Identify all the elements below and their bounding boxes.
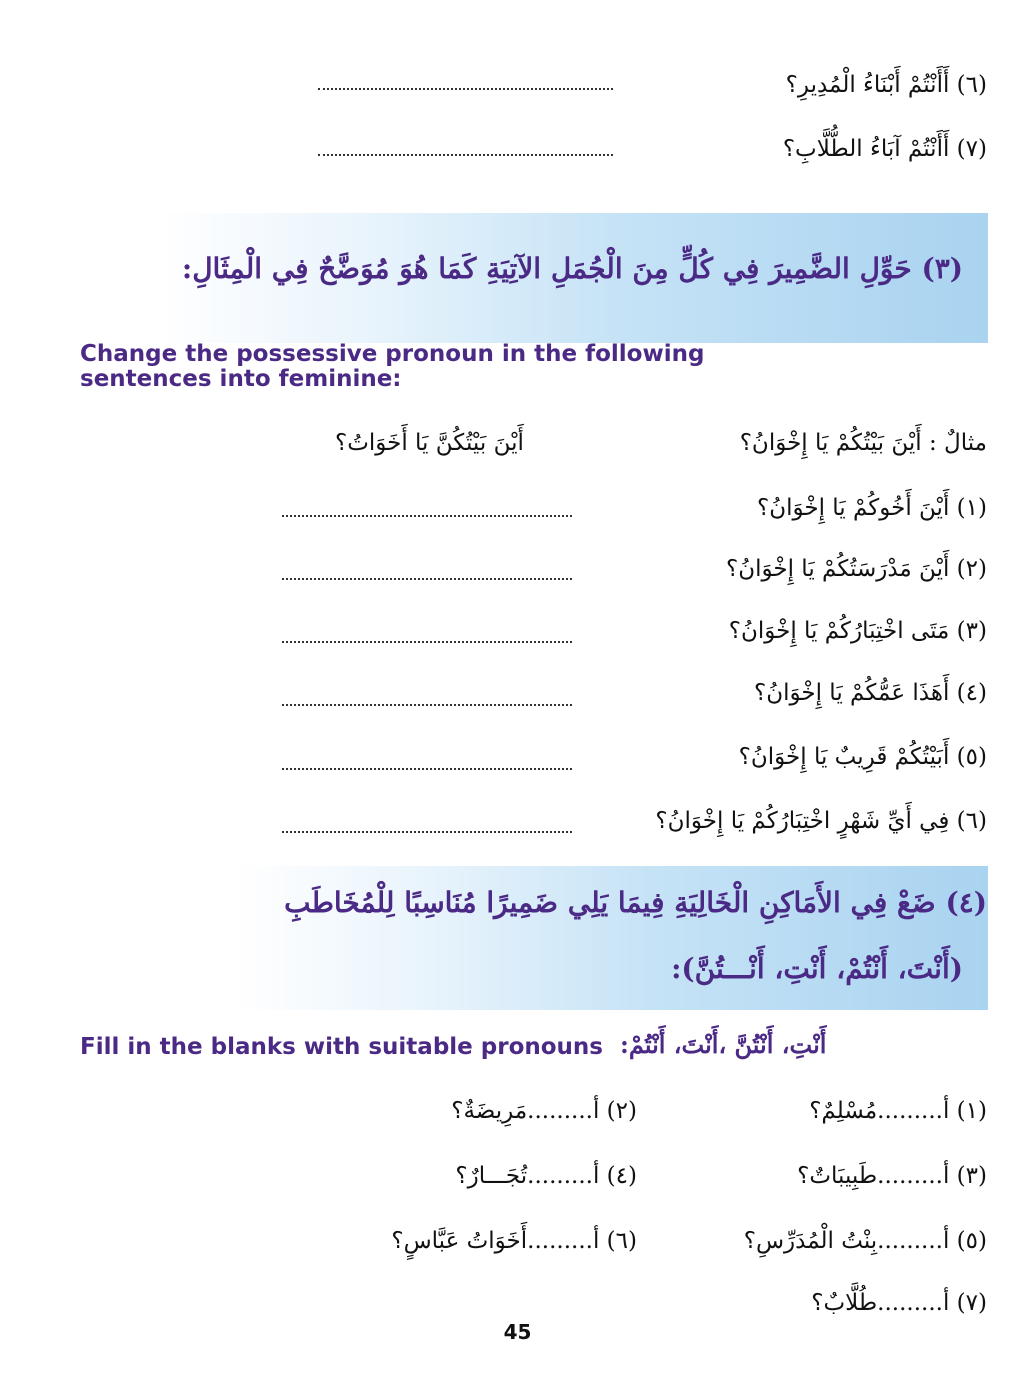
item-number: (٥): [956, 744, 987, 770]
item-number: (٦): [606, 1228, 637, 1254]
item-text: مَتَى اخْتِبَارُكُمْ يَا إِخْوَانُ؟: [728, 618, 950, 644]
answer-blank[interactable]: [282, 704, 572, 706]
section3-title: (٣) حَوِّلِ الضَّمِيرَ فِي كُلٍّ مِنَ الْجُمَلِ الآتِيَةِ كَمَا هُوَ مُوَضَّحٌ فِي الْمِثَالِ:: [181, 252, 963, 285]
item-number: (٢): [956, 556, 987, 582]
question-number: (٦): [956, 72, 987, 98]
item-text: أَبَيْتُكُمْ قَرِيبٌ يَا إِخْوَانُ؟: [738, 744, 950, 770]
item-number: (٢): [606, 1098, 637, 1124]
answer-blank[interactable]: [282, 515, 572, 517]
page-number: 45: [503, 1320, 532, 1344]
item-text: أَهَذَا عَمُّكُمْ يَا إِخْوَانُ؟: [754, 680, 950, 706]
item-text: فِي أَيِّ شَهْرٍ اخْتِبَارُكُمْ يَا إِخْوَانُ؟: [655, 808, 950, 834]
item-text: أَيْنَ أَخُوكُمْ يَا إِخْوَانُ؟: [756, 495, 950, 521]
section4-title-line-1: (٤) ضَعْ فِي الأَمَاكِنِ الْخَالِيَةِ فِيمَا يَلِي ضَمِيرًا مُنَاسِبًا لِلْمُخَاطَبِ: [284, 886, 987, 919]
s3-item-3: [729, 618, 987, 644]
item-number: (٦): [956, 808, 987, 834]
item-number: (١): [956, 495, 987, 521]
s3-item-6: [655, 808, 987, 834]
example-answer: أَيْنَ بَيْتُكُنَّ يَا أَخَوَاتُ؟: [335, 430, 524, 456]
item-text[interactable]: أ.........طُلَّابٌ؟: [811, 1290, 950, 1316]
example-question-text: أَيْنَ بَيْتُكُمْ يَا إِخْوَانُ؟: [739, 430, 922, 456]
answer-blank[interactable]: [318, 154, 613, 156]
s4-item-2: [451, 1098, 637, 1124]
instruction-line-1: Change the possessive pronoun in the following: [80, 341, 705, 367]
section4-title-line-2: (أَنْتَ، أَنْتُمْ، أَنْتِ، أَنْـــتُنَّ):: [671, 952, 963, 985]
answer-blank[interactable]: [282, 641, 572, 643]
item-number: (٥): [956, 1228, 987, 1254]
s4-item-5: [744, 1228, 987, 1254]
section4-instruction-en: Fill in the blanks with suitable pronouns: [80, 1034, 603, 1060]
instruction-line-2: sentences into feminine:: [80, 365, 402, 392]
item-number: (٤): [956, 680, 987, 706]
item-number: (٤): [606, 1163, 637, 1189]
s3-item-2: [726, 556, 987, 582]
item-text[interactable]: أ.........مَرِيضَةٌ؟: [451, 1098, 600, 1124]
s4-item-1: [809, 1098, 987, 1124]
item-text[interactable]: أ.........طَبِيبَاتٌ؟: [797, 1163, 950, 1189]
s3-item-1: [757, 495, 987, 521]
example-label: مثالٌ :: [928, 430, 987, 456]
item-text[interactable]: أ.........بِنْتُ الْمُدَرِّسِ؟: [743, 1228, 950, 1254]
s4-item-6: [391, 1228, 637, 1254]
top-question-6: [786, 72, 987, 98]
answer-blank[interactable]: [318, 88, 613, 90]
item-text[interactable]: أ.........تُجَـــارٌ؟: [455, 1163, 600, 1189]
s4-item-7: [811, 1290, 987, 1316]
item-text[interactable]: أ.........مُسْلِمٌ؟: [809, 1098, 950, 1124]
s4-item-3: [797, 1163, 987, 1189]
item-number: (٧): [956, 1290, 987, 1316]
question-text: أَأَنْتُمْ أَبْنَاءُ الْمُدِيرِ؟: [785, 72, 950, 98]
example-question: [740, 430, 987, 456]
item-number: (١): [956, 1098, 987, 1124]
s4-item-4: [455, 1163, 637, 1189]
question-text: أَأَنْتُمْ آبَاءُ الطُّلَّابِ؟: [782, 136, 950, 162]
item-text: أَيْنَ مَدْرَسَتُكُمْ يَا إِخْوَانُ؟: [726, 556, 950, 582]
item-text[interactable]: أ.........أَخَوَاتُ عَبَّاسٍ؟: [391, 1228, 600, 1254]
section4-instruction-pronouns: أَنْتِ، أَنْتُنَّ ،أَنْتَ، أَنْتُمْ:: [620, 1030, 827, 1059]
top-question-7: [783, 136, 987, 162]
answer-blank[interactable]: [282, 578, 572, 580]
section3-instruction-en: [80, 342, 704, 392]
answer-blank[interactable]: [282, 768, 572, 770]
s3-item-4: [754, 680, 987, 706]
s3-item-5: [739, 744, 987, 770]
answer-blank[interactable]: [282, 831, 572, 833]
question-number: (٧): [956, 136, 987, 162]
item-number: (٣): [956, 618, 987, 644]
item-number: (٣): [956, 1163, 987, 1189]
